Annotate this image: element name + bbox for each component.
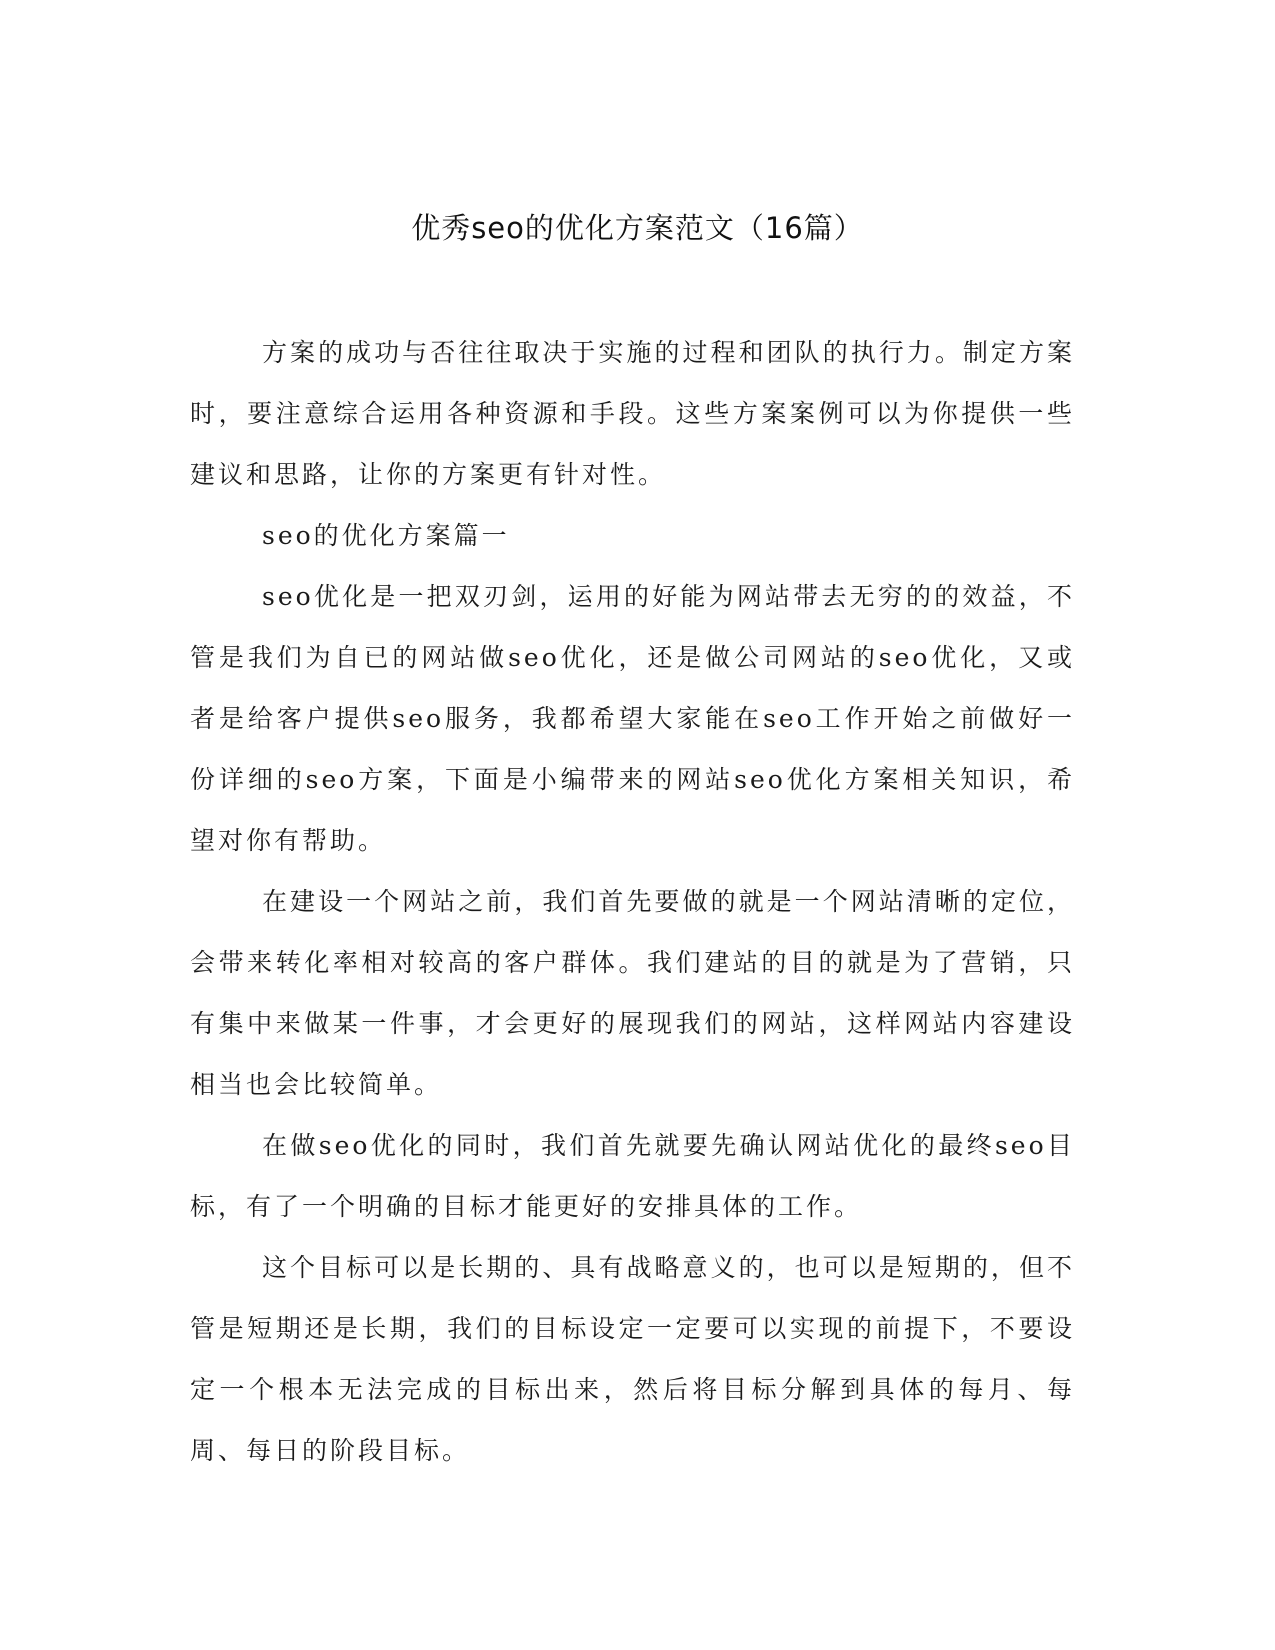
body-paragraph: 这个目标可以是长期的、具有战略意义的，也可以是短期的，但不管是短期还是长期，我们的目标设定一定要可以实现的前提下，不要设定一个根本无法完成的目标出来，然后将目标分解到具体的每月、每周、每日的阶段目标。: [190, 1253, 1075, 1465]
document-body: [190, 322, 1075, 1481]
body-paragraph: seo优化是一把双刃剑，运用的好能为网站带去无穷的的效益，不管是我们为自已的网站做seo优化，还是做公司网站的seo优化，又或者是给客户提供seo服务，我都希望大家能在seo工作开始之前做好一份详细的seo方案，下面是小编带来的网站seo优化方案相关知识，希望对你有帮助。: [190, 582, 1075, 855]
intro-paragraph: 方案的成功与否往往取决于实施的过程和团队的执行力。制定方案时，要注意综合运用各种资源和手段。这些方案案例可以为你提供一些建议和思路，让你的方案更有针对性。: [190, 338, 1075, 489]
section-heading: seo的优化方案篇一: [262, 521, 510, 550]
body-paragraph: 在做seo优化的同时，我们首先就要先确认网站优化的最终seo目标，有了一个明确的目标才能更好的安排具体的工作。: [190, 1131, 1075, 1221]
document-title: 优秀seo的优化方案范文（16篇）: [411, 211, 864, 245]
body-paragraph: 在建设一个网站之前，我们首先要做的就是一个网站清晰的定位，会带来转化率相对较高的客户群体。我们建站的目的就是为了营销，只有集中来做某一件事，才会更好的展现我们的网站，这样网站内容建设相当也会比较简单。: [190, 887, 1075, 1099]
